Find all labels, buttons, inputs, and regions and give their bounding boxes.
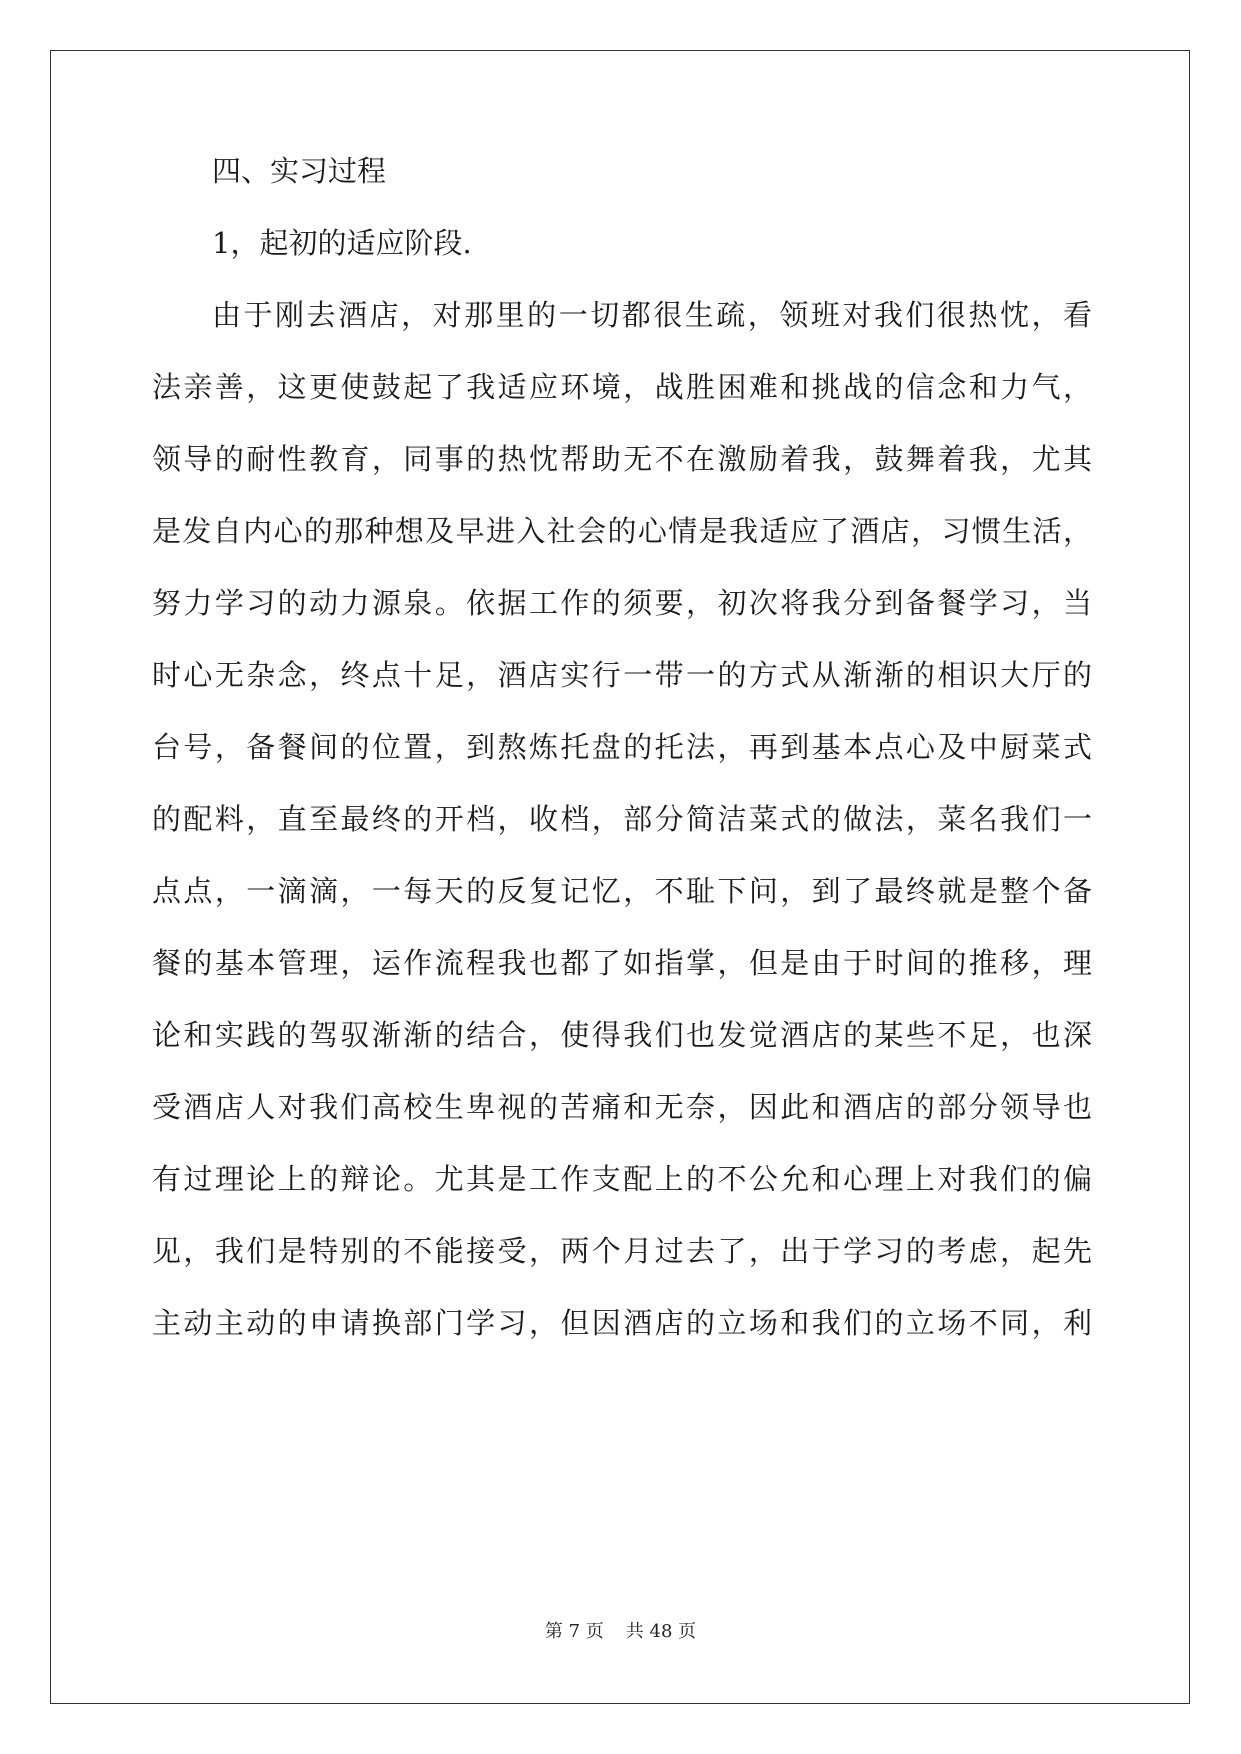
paragraph-line: 努力学习的动力源泉。依据工作的须要，初次将我分到备餐学习，当 [152,586,1092,620]
paragraph-line: 餐的基本管理，运作流程我也都了如指掌，但是由于时间的推移，理 [152,946,1092,980]
section-heading: 四、实习过程 [212,154,387,188]
paragraph-line: 见，我们是特别的不能接受，两个月过去了，出于学习的考虑，起先 [152,1234,1092,1268]
paragraph-line: 由于刚去酒店，对那里的一切都很生疏，领班对我们很热忱，看 [212,298,1092,332]
paragraph-line: 的配料，直至最终的开档，收档，部分简洁菜式的做法，菜名我们一 [152,802,1092,836]
paragraph-line: 点点，一滴滴，一每天的反复记忆，不耻下问，到了最终就是整个备 [152,874,1092,908]
paragraph-line: 是发自内心的那种想及早进入社会的心情是我适应了酒店，习惯生活， [152,514,1092,548]
page-footer [0,1620,1241,1644]
paragraph-line: 台号，备餐间的位置，到熬炼托盘的托法，再到基本点心及中厨菜式 [152,730,1092,764]
page-total: 共 48 页 [625,1621,697,1642]
paragraph-line: 领导的耐性教育，同事的热忱帮助无不在激励着我，鼓舞着我，尤其 [152,442,1092,476]
paragraph-line: 主动主动的申请换部门学习，但因酒店的立场和我们的立场不同，利 [152,1306,1092,1340]
paragraph-line: 时心无杂念，终点十足，酒店实行一带一的方式从渐渐的相识大厅的 [152,658,1092,692]
subsection-heading: 1，起初的适应阶段. [212,226,472,260]
paragraph-line: 论和实践的驾驭渐渐的结合，使得我们也发觉酒店的某些不足，也深 [152,1018,1092,1052]
paragraph-line: 有过理论上的辩论。尤其是工作支配上的不公允和心理上对我们的偏 [152,1162,1092,1196]
paragraph-line: 法亲善，这更使鼓起了我适应环境，战胜困难和挑战的信念和力气， [152,370,1092,404]
paragraph-line: 受酒店人对我们高校生卑视的苦痛和无奈，因此和酒店的部分领导也 [152,1090,1092,1124]
page-number: 第 7 页 [544,1621,604,1642]
